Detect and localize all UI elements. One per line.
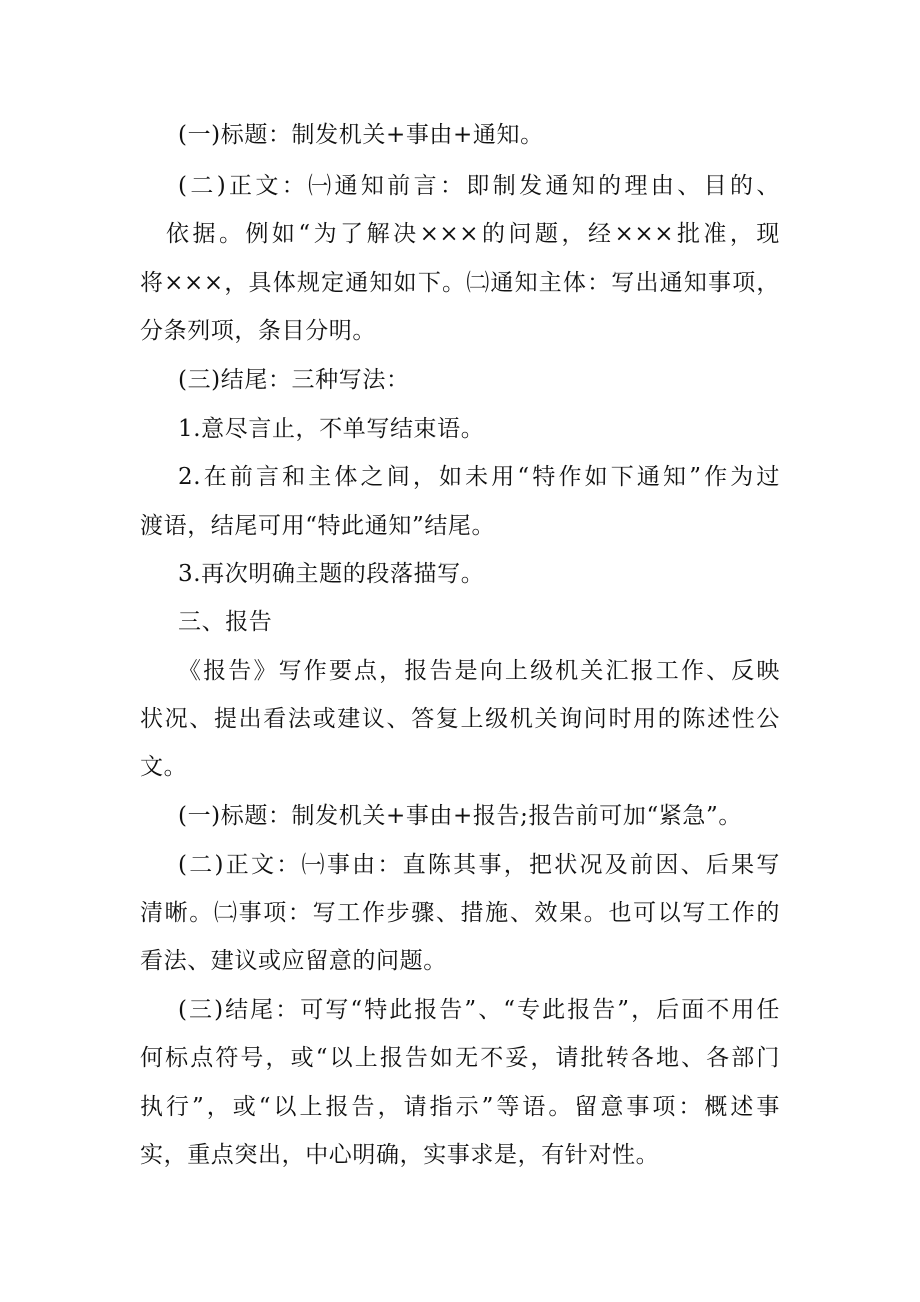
notice-title-rule: (一)标题：制发机关+事由+通知。 — [178, 122, 544, 148]
report-ending-rule-line-2: 何标点符号，或“以上报告如无不妥，请批转各地、各部门 — [140, 1045, 780, 1071]
report-ending-rule-line-3: 执行”，或“以上报告，请指示”等语。留意事项：概述事 — [140, 1094, 780, 1120]
report-ending-rule-line-4: 实，重点突出，中心明确，实事求是，有针对性。 — [140, 1142, 660, 1168]
section-heading-report: 三、报告 — [178, 609, 273, 635]
report-intro-line-2: 状况、提出看法或建议、答复上级机关询问时用的陈述性公 — [140, 706, 780, 732]
notice-ending-item-2-line-2: 渡语，结尾可用“特此通知”结尾。 — [140, 513, 496, 539]
report-intro-line-1: 《报告》写作要点，报告是向上级机关汇报工作、反映 — [178, 658, 780, 684]
notice-body-rule-line-2: 依据。例如“为了解决×××的问题，经×××批准，现 — [166, 221, 780, 247]
notice-ending-item-2-line-1: 2.在前言和主体之间，如未用“特作如下通知”作为过 — [178, 464, 780, 490]
report-ending-rule-line-1: (三)结尾：可写“特此报告”、“专此报告”，后面不用任 — [178, 997, 780, 1023]
report-body-rule-line-3: 看法、建议或应留意的问题。 — [140, 948, 447, 974]
notice-ending-rule: (三)结尾：三种写法： — [178, 367, 410, 393]
notice-body-rule-line-1: (二)正文：㈠通知前言：即制发通知的理由、目的、 — [178, 173, 780, 199]
report-intro-line-3: 文。 — [140, 754, 188, 780]
notice-body-rule-line-4: 分条列项，条目分明。 — [140, 318, 376, 344]
report-body-rule-line-2: 清晰。㈡事项：写工作步骤、措施、效果。也可以写工作的 — [140, 900, 780, 926]
report-body-rule-line-1: (二)正文：㈠事由：直陈其事，把状况及前因、后果写 — [178, 852, 780, 878]
report-title-rule: (一)标题：制发机关+事由+报告;报告前可加“紧急”。 — [178, 803, 742, 829]
notice-ending-item-1: 1.意尽言止，不单写结束语。 — [178, 416, 485, 442]
notice-ending-item-3: 3.再次明确主题的段落描写。 — [178, 561, 485, 587]
notice-body-rule-line-3: 将×××，具体规定通知如下。㈡通知主体：写出通知事项， — [140, 270, 780, 296]
